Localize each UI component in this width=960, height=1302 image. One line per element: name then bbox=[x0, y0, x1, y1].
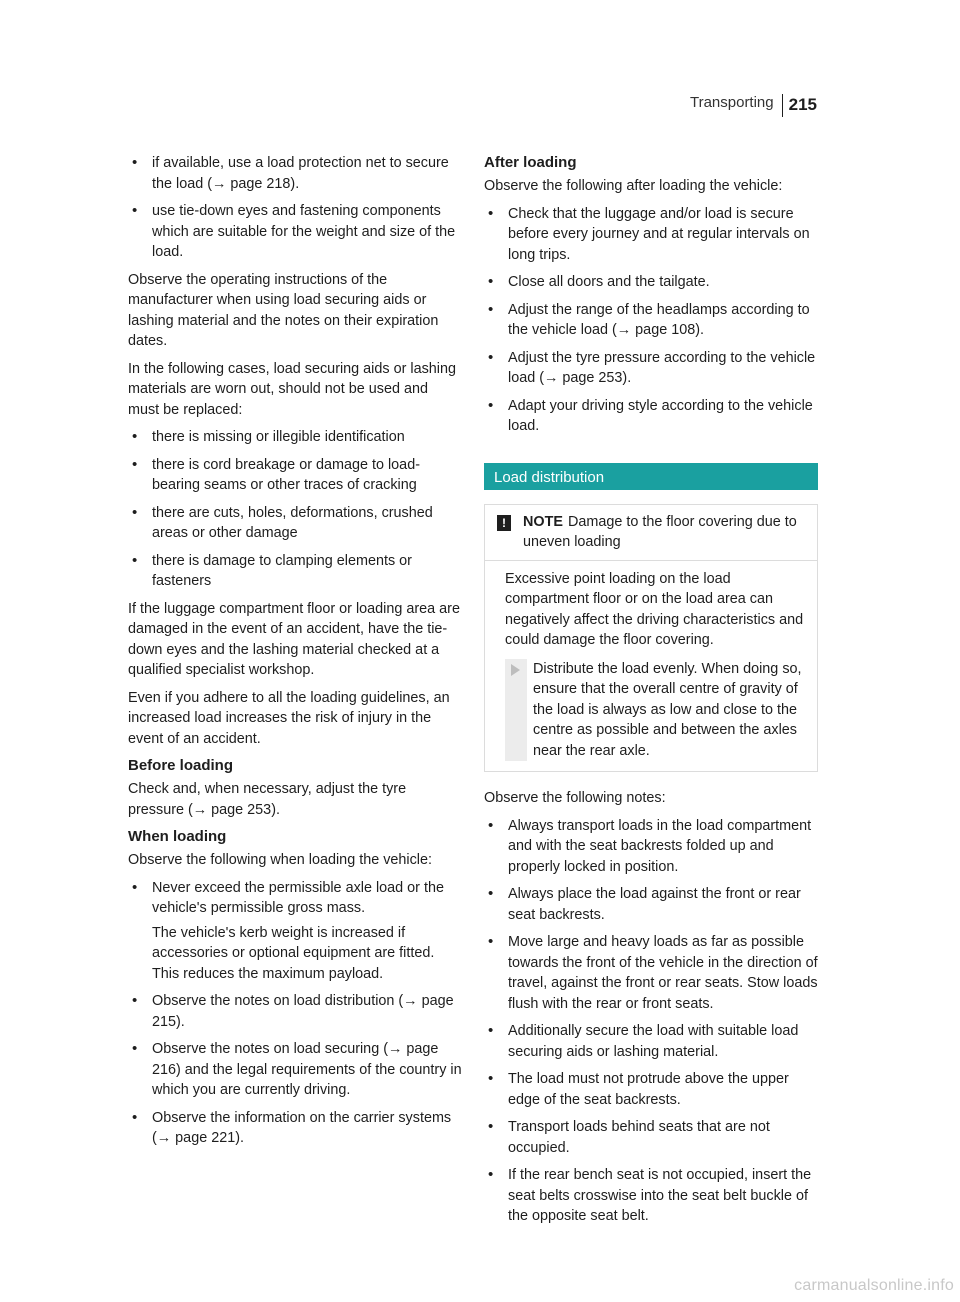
list-item: • use tie-down eyes and fastening components which are suitable for the weight and size of the load. bbox=[128, 201, 462, 263]
note-action-text: Distribute the load evenly. When doing so, ensure that the overall centre of gravity of the load is always as low and close to the centre as possible and between the axles near the rear axle. bbox=[533, 660, 802, 759]
page-number: 215 bbox=[782, 94, 817, 117]
load-notes-list bbox=[484, 816, 818, 1227]
list-item bbox=[128, 878, 462, 985]
paragraph: Even if you adhere to all the loading guidelines, an increased load increases the risk of injury in the event of an accident. bbox=[128, 689, 450, 747]
note-title: NOTE bbox=[523, 513, 563, 530]
list-item: • Move large and heavy loads as far as possible towards the front of the vehicle in the direction of travel, against the front or rear seats. Stow loads flush with the rear or front seats. bbox=[484, 932, 818, 1014]
list-item: • Observe the notes on load distribution (→ page 215). bbox=[128, 991, 462, 1032]
left-column bbox=[128, 153, 462, 1156]
note-body bbox=[485, 560, 817, 772]
watermark: carmanualsonline.info bbox=[794, 1276, 954, 1294]
action-marker bbox=[505, 659, 527, 762]
paragraph: Observe the following after loading the vehicle: bbox=[484, 178, 783, 194]
after-loading-list bbox=[484, 204, 818, 437]
paragraph: Observe the following when loading the vehicle: bbox=[128, 852, 432, 868]
paragraph: Observe the operating instructions of the manufacturer when using load securing aids or lashing material and the notes on their expiration dates. bbox=[128, 271, 439, 349]
list-item: • there is damage to clamping elements or fasteners bbox=[128, 551, 462, 592]
play-arrow-icon bbox=[511, 664, 520, 676]
before-loading-heading: Before loading bbox=[128, 757, 234, 774]
when-loading-list bbox=[128, 878, 462, 1149]
list-item: • Close all doors and the tailgate. bbox=[484, 272, 818, 293]
list-item: • Always place the load against the front or rear seat backrests. bbox=[484, 884, 818, 925]
list-item: • Observe the information on the carrier systems (→ page 221). bbox=[128, 1108, 462, 1149]
worn-out-list bbox=[128, 427, 462, 592]
list-item: • Observe the notes on load securing (→ page 216) and the legal requirements of the country in which you are currently driving. bbox=[128, 1039, 462, 1101]
note-headline-wrap bbox=[523, 512, 807, 553]
securing-list bbox=[128, 153, 462, 263]
page-header bbox=[690, 93, 817, 117]
list-item: • Adjust the tyre pressure according to the vehicle load (→ page 253). bbox=[484, 348, 818, 389]
list-item: • Transport loads behind seats that are not occupied. bbox=[484, 1117, 818, 1158]
paragraph: Observe the following notes: bbox=[484, 790, 666, 806]
list-item: • Additionally secure the load with suitable load securing aids or lashing material. bbox=[484, 1021, 818, 1062]
note-headline: Damage to the floor covering due to uneven loading bbox=[523, 513, 797, 550]
paragraph: If the luggage compartment floor or loading area are damaged in the event of an accident, have the tie-down eyes and the lashing material checked at a qualified specialist workshop. bbox=[128, 600, 460, 678]
list-item: • The load must not protrude above the upper edge of the seat backrests. bbox=[484, 1069, 818, 1110]
section-title: Transporting bbox=[689, 94, 774, 111]
list-item: • Adapt your driving style according to the vehicle load. bbox=[484, 396, 818, 437]
list-item: • Always transport loads in the load compartment and with the seat backrests folded up and properly locked in position. bbox=[484, 816, 818, 878]
note-action bbox=[505, 659, 807, 762]
note-text: Excessive point loading on the load compartment floor or on the load area can negatively affect the driving characteristics and could damage the floor covering. bbox=[505, 570, 804, 648]
list-item: • If the rear bench seat is not occupied, insert the seat belts crosswise into the seat belt buckle of the opposite seat belt. bbox=[484, 1165, 818, 1227]
when-loading-heading: When loading bbox=[128, 828, 227, 845]
list-item-subtext: The vehicle's kerb weight is increased if accessories or optional equipment are fitted. This reduces the maximum payload. bbox=[152, 924, 435, 982]
paragraph: Check and, when necessary, adjust the tyre pressure (→ page 253). bbox=[128, 781, 407, 818]
after-loading-heading: After loading bbox=[484, 154, 577, 171]
list-item-text: Never exceed the permissible axle load or the vehicle's permissible gross mass. bbox=[152, 879, 444, 916]
note-header bbox=[485, 505, 817, 560]
paragraph: In the following cases, load securing aids or lashing materials are worn out, should not be used and must be replaced: bbox=[128, 360, 456, 418]
list-item: • Adjust the range of the headlamps according to the vehicle load (→ page 108). bbox=[484, 300, 818, 341]
list-item: • Check that the luggage and/or load is secure before every journey and at regular intervals on long trips. bbox=[484, 204, 818, 266]
list-item: • there is cord breakage or damage to load-bearing seams or other traces of cracking bbox=[128, 455, 462, 496]
list-item: • there are cuts, holes, deformations, crushed areas or other damage bbox=[128, 503, 462, 544]
note-box bbox=[484, 504, 818, 773]
list-item: • if available, use a load protection net to secure the load (→ page 218). bbox=[128, 153, 462, 194]
load-distribution-banner: Load distribution bbox=[484, 463, 818, 490]
exclamation-icon: ! bbox=[497, 515, 511, 531]
right-column bbox=[484, 153, 818, 1234]
list-item: • there is missing or illegible identification bbox=[128, 427, 462, 448]
